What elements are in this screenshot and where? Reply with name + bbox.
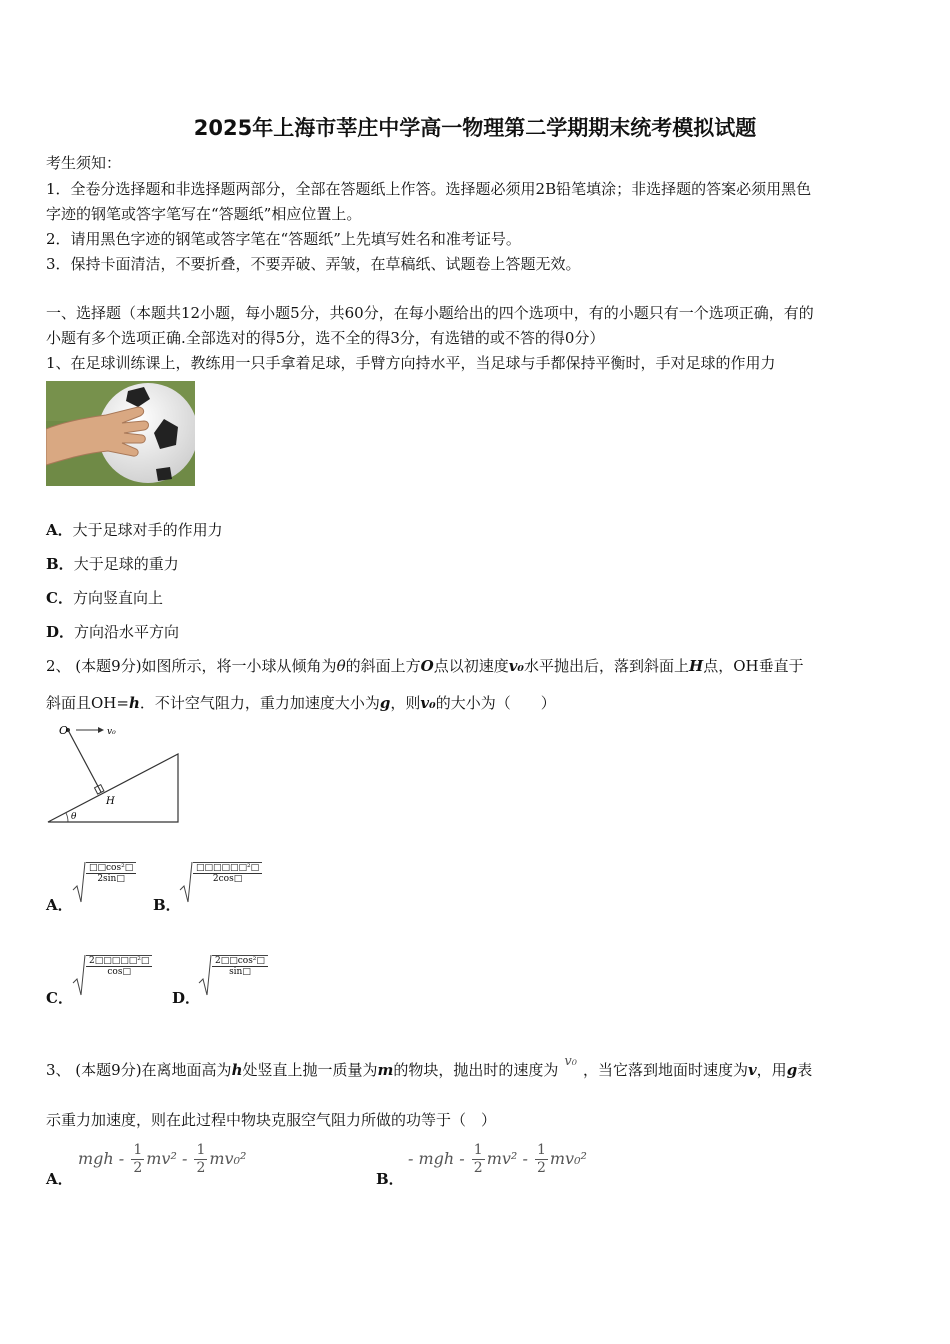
incline-diagram xyxy=(46,720,186,830)
q3-stem-line-2: 示重力加速度，则在此过程中物块克服空气阻力所做的功等于（ ） xyxy=(46,1111,497,1129)
q2-stem-line-2: 斜面且OH=h．不计空气阻力，重力加速度大小为g，则v₀的大小为（ ） xyxy=(46,694,556,712)
soccer-ball-photo xyxy=(46,381,195,486)
notice-item-3: 3．保持卡面清洁，不要折叠，不要弄破、弄皱，在草稿纸、试题卷上答题无效。 xyxy=(46,255,581,273)
q1-option-b: B．大于足球的重力 xyxy=(46,555,179,573)
label-h: H xyxy=(106,796,115,807)
q1-option-d: D．方向沿水平方向 xyxy=(46,623,180,641)
q3-stem-line-1: 3、 (本题9分)在离地面高为h处竖直上抛一质量为m的物块，抛出时的速度为 v₀ ，当它落到地面时速度为v，用g表 xyxy=(46,1054,813,1079)
notice-item-2: 2．请用黑色字迹的钢笔或答字笔在“答题纸”上先填写姓名和准考证号。 xyxy=(46,230,521,248)
notice-item-1-line-2: 字迹的钢笔或答字笔写在“答题纸”相应位置上。 xyxy=(46,205,362,223)
q1-option-a: A．大于足球对手的作用力 xyxy=(46,521,223,539)
incline xyxy=(48,754,178,822)
label-o: O xyxy=(59,724,69,737)
section-heading-line-1: 一、选择题（本题共12小题，每小题5分，共60分，在每小题给出的四个选项中，有的小题只有一个选项正确，有的 xyxy=(46,304,814,322)
notice-item-1-line-1: 1．全卷分选择题和非选择题两部分，全部在答题纸上作答。选择题必须用2B铅笔填涂；非选择题的答案必须用黑色 xyxy=(46,180,812,198)
q2-stem-line-1: 2、 (本题9分)如图所示，将一小球从倾角为θ的斜面上方O点以初速度v₀水平抛出后，落到斜面上H点，OH垂直于 xyxy=(46,657,804,675)
section-heading-line-2: 小题有多个选项正确.全部选对的得5分，选不全的得3分，有选错的或不答的得0分） xyxy=(46,329,605,347)
label-theta: θ xyxy=(71,812,77,822)
q1-stem: 1、在足球训练课上，教练用一只手拿着足球，手臂方向持水平，当足球与手都保持平衡时，手对足球的作用力 xyxy=(46,354,776,372)
notice-heading: 考生须知： xyxy=(46,154,122,172)
page-title: 2025年上海市莘庄中学高一物理第二学期期末统考模拟试题 xyxy=(193,116,757,140)
label-v0: v₀ xyxy=(107,727,116,737)
oh-line xyxy=(68,730,101,792)
q1-option-c: C．方向竖直向上 xyxy=(46,589,163,607)
velocity-arrow-icon xyxy=(98,727,104,733)
